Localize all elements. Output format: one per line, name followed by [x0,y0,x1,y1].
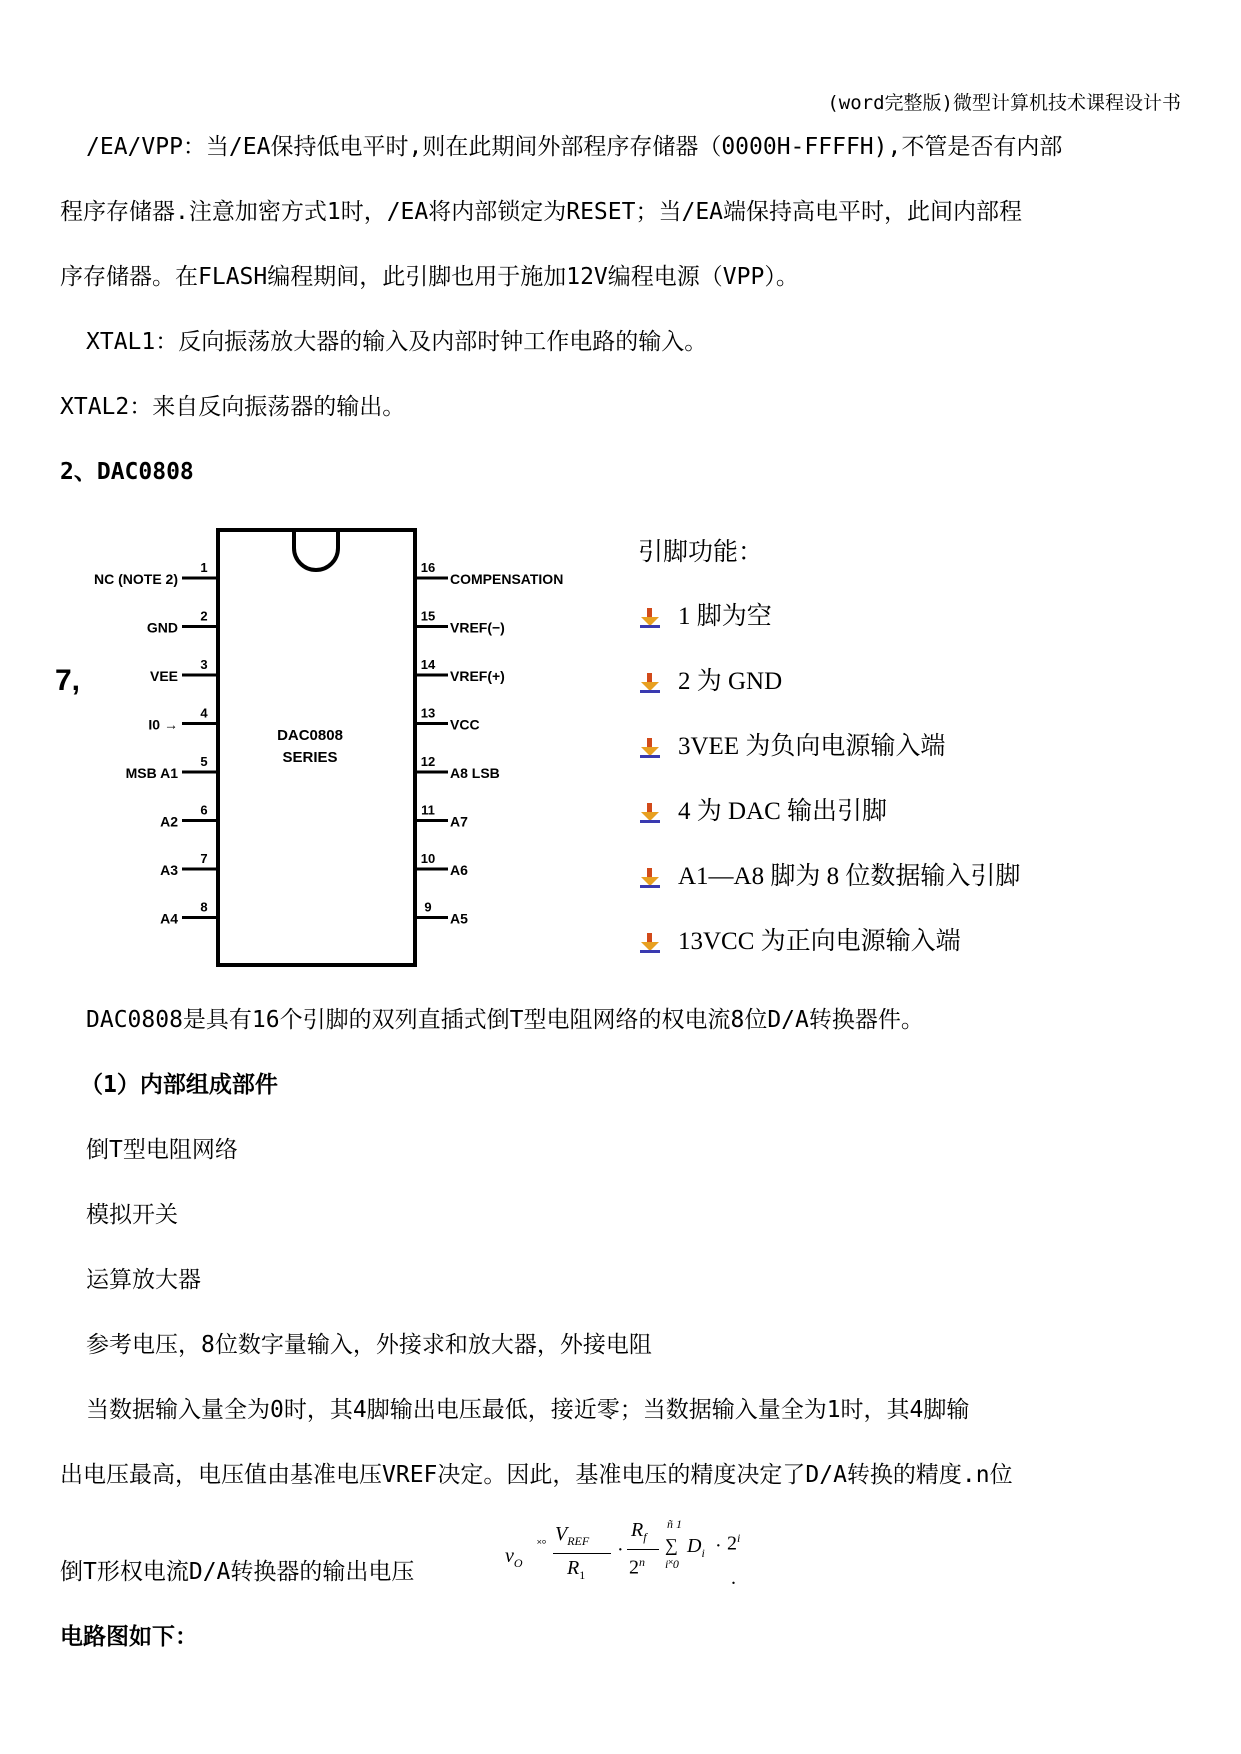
dac0808-pinout-diagram [70,520,610,975]
formula-vo: v [505,1545,514,1567]
right-pin-number: 13 [420,705,436,721]
right-pin-number: 11 [421,802,435,818]
formula-di-sub: i [701,1546,705,1560]
left-pin-number: 2 [200,608,208,624]
formula-two-n-sup: n [639,1555,645,1569]
left-pin-number: 4 [200,705,208,721]
right-pin-label: VREF(+) [450,668,505,684]
right-pin-label: A6 [450,862,468,878]
formula-di: D [687,1535,702,1557]
xtal2-text: XTAL2：来自反向振荡器的输出。 [60,394,406,420]
pin-function-title: 引脚功能： [638,539,764,566]
pin-function-text: 3VEE 为负向电源输入端 [678,733,946,760]
pin-function-text: 1 脚为空 [678,603,772,630]
formula-vref: V [555,1523,568,1545]
right-pin-label: VREF(−) [450,619,505,636]
left-pin-number: 7 [200,851,208,866]
right-pin-label: A5 [450,910,468,927]
left-pin-number: 5 [200,754,208,769]
right-pin-label: A7 [450,813,468,830]
formula-two-i-sup: i [737,1531,741,1545]
formula-sum-bottom: i˟0 [665,1557,679,1571]
pin-function-text: 13VCC 为正向电源输入端 [678,928,961,955]
right-pin-number: 14 [420,657,436,672]
component-item: 运算放大器 [86,1267,201,1293]
section-title: 2、DAC0808 [60,459,194,485]
formula-fraction-bar-1 [553,1553,611,1554]
pin-function-text: 4 为 DAC 输出引脚 [678,798,888,825]
side-mark: 7, [55,664,81,697]
right-pin-number: 16 [420,560,436,575]
left-pin-label: A2 [160,813,178,830]
right-pin-number: 12 [420,754,436,769]
chip-notch [294,530,338,570]
chip-svg [70,520,610,975]
component-item: 倒T型电阻网络 [86,1137,238,1163]
formula-sum-top: ñ 1 [667,1517,682,1531]
left-pin-label: A4 [160,910,178,927]
dac-description: DAC0808是具有16个引脚的双列直插式倒T型电阻网络的权电流8位D/A转换器件。 [86,1007,924,1033]
circuit-title: 电路图如下： [60,1624,198,1650]
bullet-arrow-icon [638,737,662,759]
output-voltage-formula [505,1515,765,1595]
formula-rf-sub: f [643,1530,647,1544]
left-pin-label: A3 [160,862,178,878]
bullet-arrow-icon [638,672,662,694]
output-para-line1: 当数据输入量全为0时，其4脚输出电压最低，接近零；当数据输入量全为1时，其4脚输 [86,1397,970,1423]
right-pin-label: VCC [450,716,480,733]
page-header: (word完整版)微型计算机技术课程设计书 [827,92,1181,114]
output-para-line3: 倒T形权电流D/A转换器的输出电压 [60,1559,415,1585]
component-item: 模拟开关 [86,1202,178,1228]
left-pin-number: 1 [200,560,208,575]
formula-equals: ˟° [537,1537,547,1551]
pin-function-item [638,661,782,697]
left-pin-number: 6 [200,802,208,818]
chip-name-line1: DAC0808 [277,727,343,744]
formula-vref-sub: REF [567,1534,590,1548]
left-pin-number: 8 [200,899,208,915]
formula-r1-sub: 1 [579,1568,586,1582]
pin-function-item [638,791,887,827]
left-pin-label: GND [146,619,178,636]
formula-fraction-bar-2 [627,1549,659,1550]
paragraph-ea-line2: 程序存储器.注意加密方式1时，/EA将内部锁定为RESET；当/EA端保持高电平时，此间内部程 [60,199,1023,225]
pin-function-item [638,856,1020,892]
left-pin-number: 3 [200,657,208,672]
bullet-arrow-icon [638,802,662,824]
xtal1-text: XTAL1：反向振荡放大器的输入及内部时钟工作电路的输入。 [86,329,708,355]
formula-two-i: 2 [727,1532,737,1555]
left-pin-label: VEE [149,668,178,684]
right-pin-number: 10 [420,851,436,866]
pin-function-item [638,921,961,957]
component-item: 参考电压，8位数字量输入，外接求和放大器，外接电阻 [86,1332,652,1358]
chip-body [218,530,415,965]
pin-function-item [638,726,945,762]
formula-two-n: 2 [629,1556,639,1579]
formula-vo-sub: O [513,1556,523,1570]
right-pin-label: COMPENSATION [450,571,564,587]
bullet-arrow-icon [638,867,662,889]
formula-r1: R [567,1557,580,1579]
right-pin-number: 9 [424,899,432,915]
formula-dot-2: · [715,1535,722,1557]
paragraph-ea-line3: 序存储器。在FLASH编程期间，此引脚也用于施加12V编程电源（VPP）。 [60,264,799,290]
formula-end: . [731,1567,736,1589]
output-para-line2: 出电压最高，电压值由基准电压VREF决定。因此，基准电压的精度决定了D/A转换的精度.n位 [60,1462,1013,1488]
formula-sum: ∑ [665,1535,678,1555]
bullet-arrow-icon [638,607,662,629]
left-pin-label: MSB A1 [125,765,178,781]
left-pin-label: I0 → [148,716,178,733]
right-pin-label: A8 LSB [450,765,500,781]
chip-name-line2: SERIES [282,749,338,766]
paragraph-ea-line1: /EA/VPP：当/EA保持低电平时,则在此期间外部程序存储器（0000H-FFFFH),不管是否有内部 [86,134,1063,160]
bullet-arrow-icon [638,932,662,954]
pin-function-text: 2 为 GND [678,668,783,695]
left-pin-label: NC (NOTE 2) [94,571,178,587]
pin-function-text: A1—A8 脚为 8 位数据输入引脚 [678,863,1021,890]
components-title: （1）内部组成部件 [80,1072,278,1098]
formula-dot: · [617,1539,624,1561]
pin-function-item [638,596,772,632]
formula-rf: R [631,1519,644,1541]
right-pin-number: 15 [420,608,436,624]
